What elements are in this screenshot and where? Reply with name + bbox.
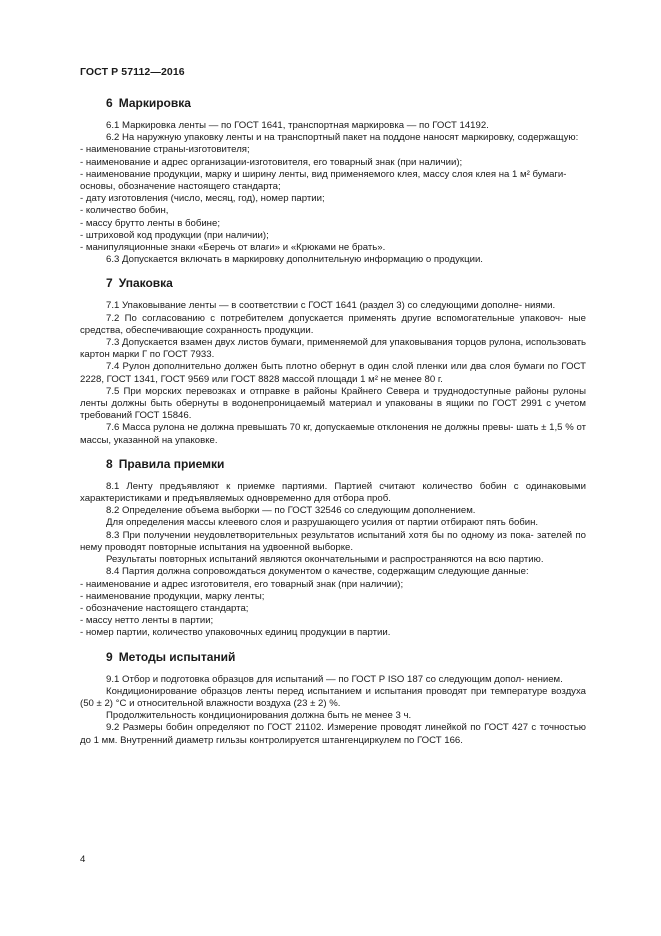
paragraph: 6.2 На наружную упаковку ленты и на транспортный пакет на поддоне наносят маркировку, содержащую:: [106, 132, 579, 144]
paragraph: 7.4 Рулон дополнительно должен быть плотно обернут в один слой пленки или два слоя бумаги по ГОСТ 2228, ГОСТ 1341, ГОСТ 9569 или ГОСТ 8828 массой площади 1 м² не менее 80 г.: [80, 361, 586, 385]
list-item: - наименование страны-изготовителя;: [80, 144, 250, 156]
page-number: 4: [80, 854, 86, 865]
paragraph: Кондиционирование образцов ленты перед испытанием и испытания проводят при температуре воздуха (50 ± 2) °С и относительной влажности воздуха (23 ± 2) %.: [80, 685, 586, 709]
list-item: - массу нетто ленты в партии;: [80, 615, 214, 627]
section-spacer: [80, 447, 586, 457]
list-item: - обозначение настоящего стандарта;: [80, 602, 249, 614]
paragraph: 7.3 Допускается взамен двух листов бумаги, применяемой для упаковывания торцов рулона, использовать картон марки Г по ГОСТ 7933.: [80, 337, 586, 361]
list-item: - дату изготовления (число, месяц, год), номер партии;: [80, 193, 325, 205]
paragraph: 8.3 При получении неудовлетворительных результатов испытаний хотя бы по одному из пока- зателей по нему проводят повторные испытания на удвоенной выборке.: [80, 529, 586, 553]
list-item: - манипуляционные знаки «Беречь от влаги» и «Крюками не брать».: [80, 242, 386, 254]
heading-spacer: [80, 111, 586, 120]
paragraph: 7.2 По согласованию с потребителем допускается применять другие вспомогательные упаковоч- ные средства, обеспечивающие сохранность продукции.: [80, 312, 586, 336]
heading-spacer: [80, 291, 586, 300]
paragraph: 6.1 Маркировка ленты — по ГОСТ 1641, транспортная маркировка — по ГОСТ 14192.: [106, 120, 489, 131]
list-item: - наименование продукции, марку ленты;: [80, 590, 265, 602]
section-spacer: [80, 266, 586, 276]
section-heading: [80, 457, 586, 472]
page-body: [80, 96, 586, 747]
paragraph: 8.1 Ленту предъявляют к приемке партиями. Партией считают количество бобин с одинаковыми характеристиками и предъявляемых одновременно для отбора проб.: [80, 480, 586, 505]
section-title: Упаковка: [118, 276, 173, 291]
section-number: 8: [106, 456, 113, 471]
section-number: 6: [106, 96, 113, 110]
paragraph: 7.1 Упаковывание ленты — в соответствии с ГОСТ 1641 (раздел 3) со следующими дополне- ниями.: [106, 300, 556, 312]
section-title: Маркировка: [118, 96, 191, 110]
list-item: - номер партии, количество упаковочных единиц продукции в партии.: [80, 627, 391, 639]
paragraph: 7.5 При морских перевозках и отправке в районы Крайнего Севера и труднодоступные районы рулоны ленты должны быть обернуты в водонепроницаемый материал и упакованы в ящики по ГОСТ 2991 с учетом требований ГОСТ 15846.: [80, 385, 586, 422]
paragraph: Для определения массы клеевого слоя и разрушающего усилия от партии отбирают пять бобин.: [106, 517, 539, 529]
section-heading: [80, 650, 586, 665]
paragraph: 7.6 Масса рулона не должна превышать 70 кг, допускаемые отклонения не должны превы- шать ± 1,5 % от массы, указанной на упаковке.: [80, 422, 586, 446]
list-item: - массу брутто ленты в бобине;: [80, 217, 220, 229]
list-item: - наименование и адрес изготовителя, его товарный знак (при наличии);: [80, 578, 404, 590]
paragraph: 9.1 Отбор и подготовка образцов для испытаний — по ГОСТ Р ISO 187 со следующим допол- нением.: [106, 673, 563, 685]
section-heading: [80, 276, 586, 291]
document-code-header: ГОСТ Р 57112—2016: [80, 66, 185, 78]
section-number: 9: [106, 649, 113, 664]
list-item: - наименование и адрес организации-изготовителя, его товарный знак (при наличии);: [80, 156, 463, 168]
section-title: Правила приемки: [118, 456, 225, 471]
heading-spacer: [80, 665, 586, 674]
section-spacer: [80, 640, 586, 650]
paragraph: Результаты повторных испытаний являются окончательными и распространяются на всю партию.: [106, 554, 544, 566]
paragraph: Продолжительность кондиционирования должна быть не менее 3 ч.: [106, 710, 412, 722]
paragraph: 6.3 Допускается включать в маркировку дополнительную информацию о продукции.: [106, 254, 483, 266]
section-heading: [80, 96, 586, 111]
list-item: - наименование продукции, марку и ширину ленты, вид применяемого клея, массу слоя клея на 1 м² бумаги-основы, обозначение настоящего стандарта;: [80, 168, 567, 193]
section-title: Методы испытаний: [118, 649, 236, 664]
heading-spacer: [80, 472, 586, 481]
paragraph: 8.2 Определение объема выборки — по ГОСТ 32546 со следующим дополнением.: [106, 505, 476, 517]
section-number: 7: [106, 276, 113, 291]
paragraph: 9.2 Размеры бобин определяют по ГОСТ 21102. Измерение проводят линейкой по ГОСТ 427 с точностью до 1 мм. Внутренний диаметр гильзы контролируется штангенциркулем по ГОСТ 166.: [80, 722, 586, 746]
list-item: - штриховой код продукции (при наличии);: [80, 229, 269, 241]
list-item: - количество бобин,: [80, 205, 169, 217]
paragraph: 8.4 Партия должна сопровождаться документом о качестве, содержащим следующие данные:: [106, 566, 529, 578]
